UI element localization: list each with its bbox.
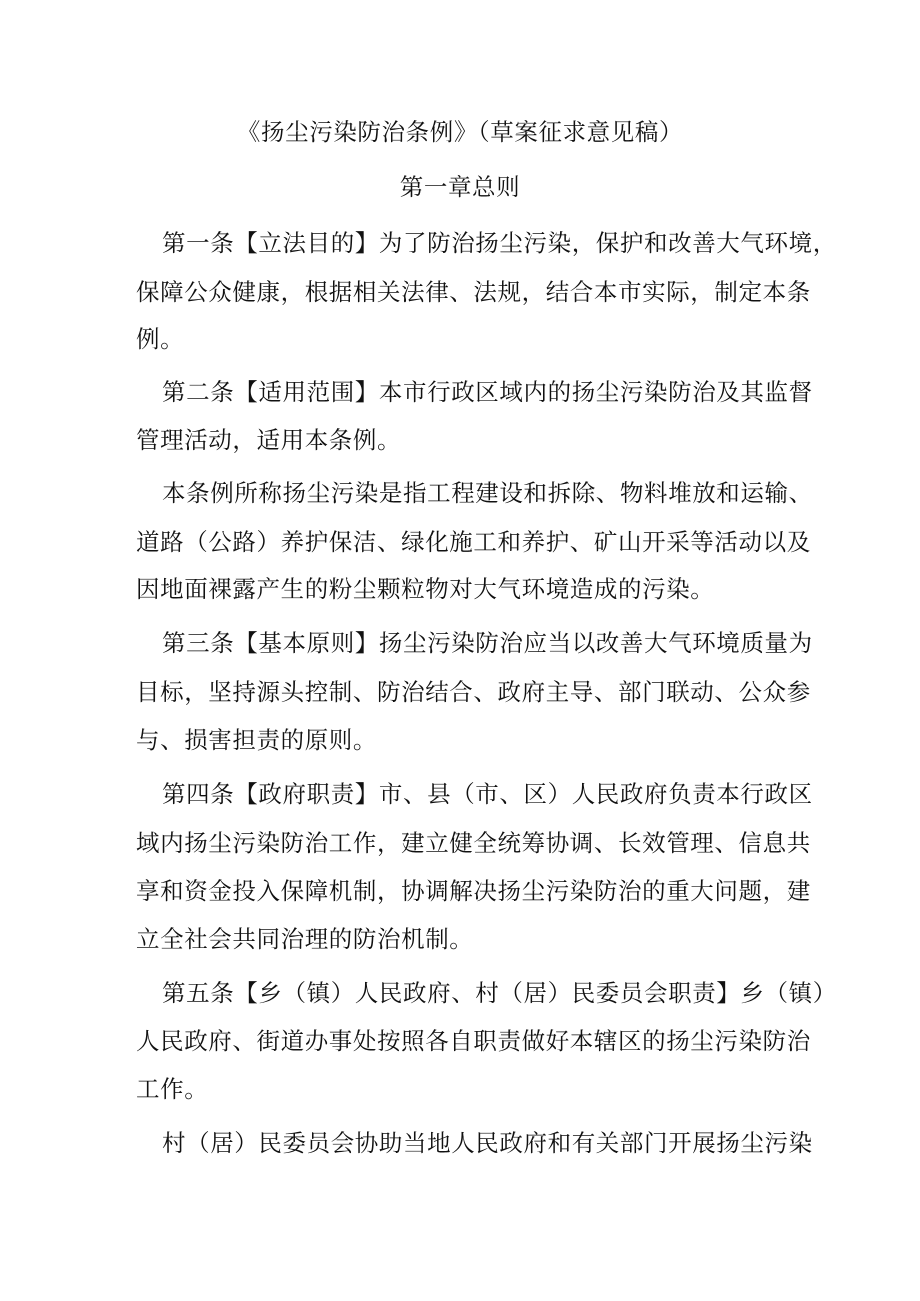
paragraph-line: 目标，坚持源头控制、防治结合、政府主导、部门联动、公众参 xyxy=(136,678,811,706)
paragraph-line: 人民政府、街道办事处按照各自职责做好本辖区的扬尘污染防治 xyxy=(136,1027,811,1055)
paragraph-line: 本条例所称扬尘污染是指工程建设和拆除、物料堆放和运输、 xyxy=(162,479,813,507)
paragraph-line: 第三条【基本原则】扬尘污染防治应当以改善大气环境质量为 xyxy=(162,629,813,657)
paragraph-line: 工作。 xyxy=(136,1075,209,1103)
chapter-heading: 第一章总则 xyxy=(399,173,521,201)
paragraph-line: 因地面裸露产生的粉尘颗粒物对大气环境造成的污染。 xyxy=(136,575,715,603)
paragraph-line: 第二条【适用范围】本市行政区域内的扬尘污染防治及其监督 xyxy=(162,378,813,406)
paragraph-line: 道路（公路）养护保洁、绿化施工和养护、矿山开采等活动以及 xyxy=(136,528,811,556)
paragraph-line: 立全社会共同治理的防治机制。 xyxy=(136,925,474,953)
paragraph-line: 第四条【政府职责】市、县（市、区）人民政府负责本行政区 xyxy=(162,780,813,808)
paragraph-line: 保障公众健康，根据相关法律、法规，结合本市实际，制定本条 xyxy=(136,278,811,306)
paragraph-line: 域内扬尘污染防治工作，建立健全统筹协调、长效管理、信息共 xyxy=(136,829,811,857)
paragraph-line: 第一条【立法目的】为了防治扬尘污染，保护和改善大气环境， xyxy=(162,229,837,257)
paragraph-line: 管理活动，适用本条例。 xyxy=(136,426,402,454)
paragraph-line: 与、损害担责的原则。 xyxy=(136,726,377,754)
paragraph-line: 享和资金投入保障机制，协调解决扬尘污染防治的重大问题，建 xyxy=(136,877,811,905)
paragraph-line: 第五条【乡（镇）人民政府、村（居）民委员会职责】乡（镇） xyxy=(162,979,837,1007)
paragraph-line: 村（居）民委员会协助当地人民政府和有关部门开展扬尘污染 xyxy=(162,1129,813,1157)
document-title: 《扬尘污染防治条例》（草案征求意见稿） xyxy=(236,118,684,146)
paragraph-line: 例。 xyxy=(136,325,185,353)
